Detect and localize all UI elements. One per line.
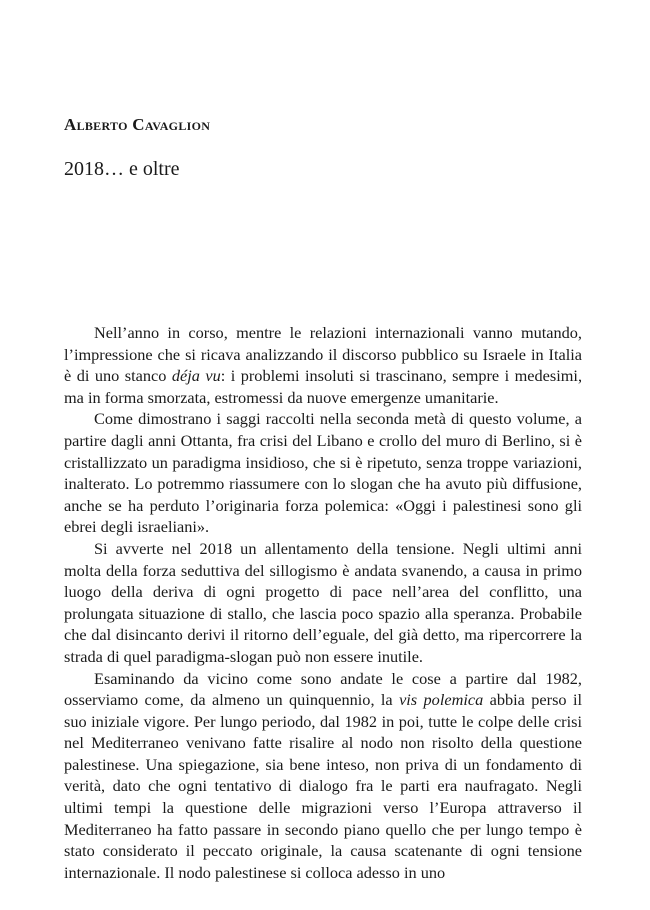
paragraph-4-text-b: abbia perso il suo iniziale vigore. Per lungo periodo, dal 1982 in poi, tutte le colpe delle crisi nel Mediterraneo venivano fatte risalire al nodo non risolto della questione palestinese. Una spiegazione, sia bene inteso, non priva di un fondamento di verità, dato che ogni tentativo di dialogo fra le parti era naufragato. Negli ultimi tempi la questione delle migrazioni verso l’Europa attraverso il Mediterraneo ha fatto passare in secondo piano quello che per lungo tempo è stato considerato il peccato originale, la causa scatenante di ogni tensione internazionale. Il nodo palestinese si colloca adesso in uno bbox=[64, 690, 582, 882]
author-name: Alberto Cavaglion bbox=[64, 115, 211, 134]
paragraph-1-italic-deja-vu: déja vu bbox=[171, 366, 221, 386]
paragraph-1-text-a: Nell’anno in corso, mentre le relazioni internazionali vanno mutando, l’impressione che si ricava analizzando il discorso pubblico su Israele in Italia è di uno stanco bbox=[64, 323, 582, 386]
body-text bbox=[64, 322, 582, 883]
paragraph-4 bbox=[64, 668, 582, 884]
paragraph-2: Come dimostrano i saggi raccolti nella seconda metà di questo volume, a partire dagli anni Ottanta, fra crisi del Libano e crollo del muro di Berlino, si è cristallizzato un paradigma insidioso, che si è ripetuto, senza troppe variazioni, inalterato. Lo potremmo riassumere con lo slogan che ha avuto più diffusione, anche se ha perduto l’originaria forza polemica: «Oggi i palestinesi sono gli ebrei degli israeliani». bbox=[64, 409, 582, 537]
paragraph-4-italic-vis-polemica: vis polemica bbox=[399, 690, 484, 710]
paragraph-4-text-a: Esaminando da vicino come sono andate le cose a partire dal 1982, osserviamo come, da almeno un quinquennio, la bbox=[64, 668, 582, 710]
paragraph-1 bbox=[64, 322, 582, 408]
paragraph-3: Si avverte nel 2018 un allentamento della tensione. Negli ultimi anni molta della forza seduttiva del sillogismo è andata svanendo, a causa in primo luogo della deriva di ogni progetto di pace nell’area del conflitto, una prolungata situazione di stallo, che lascia poco spazio alla speranza. Probabile che dal disincanto derivi il ritorno dell’eguale, del già detto, ma ripercorrere la strada di quel paradigma-slogan può non essere inutile. bbox=[64, 538, 582, 666]
chapter-title: 2018… e oltre bbox=[64, 158, 180, 180]
paragraph-1-text-b: : i problemi insoluti si trascinano, sempre i medesimi, ma in forma smorzata, estromessi da nuove emergenze umanitarie. bbox=[64, 366, 583, 407]
